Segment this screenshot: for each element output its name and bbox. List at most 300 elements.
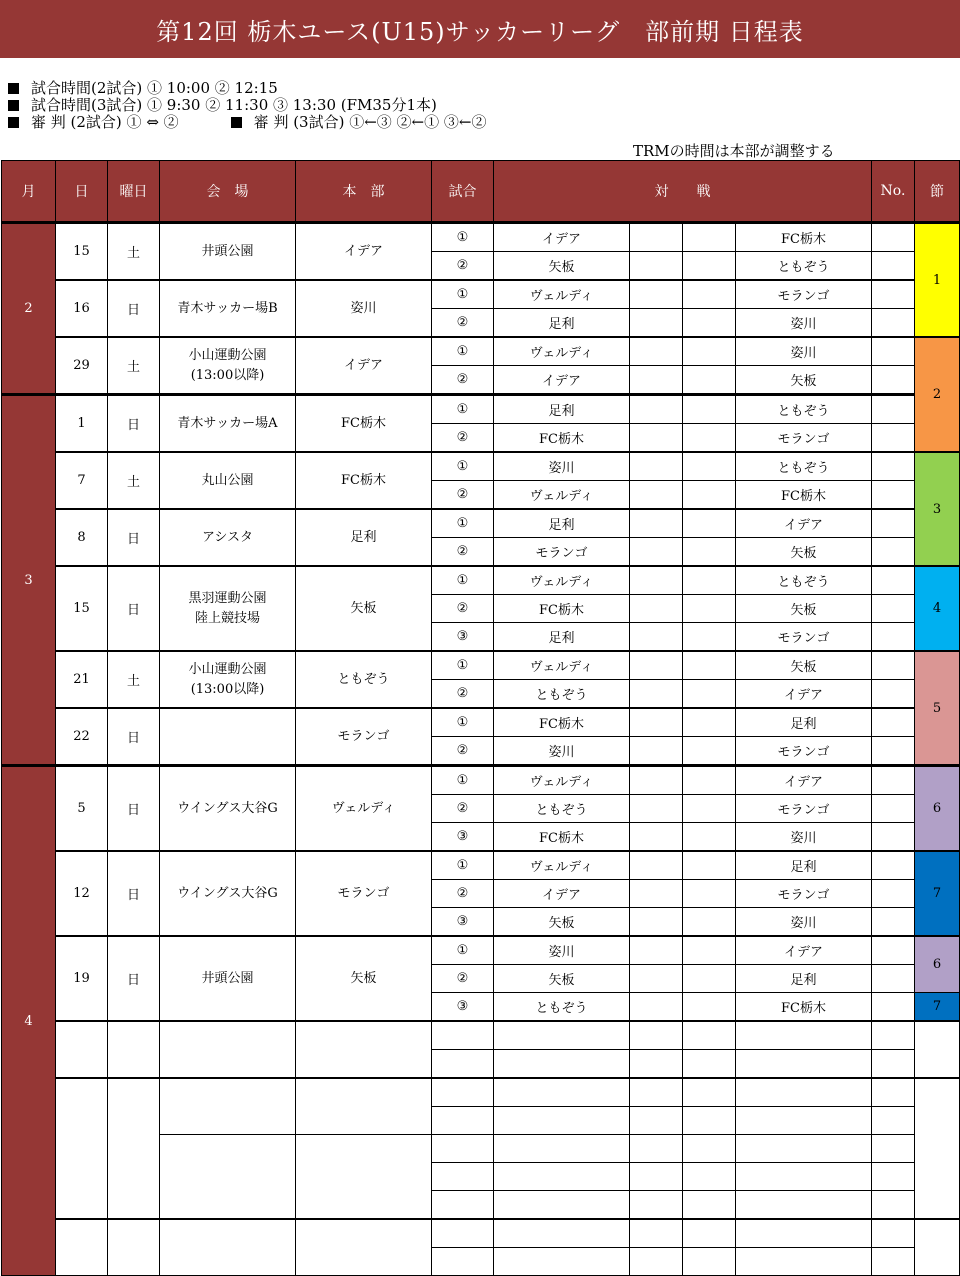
home-team: ともぞう: [494, 795, 630, 823]
away-team: ともぞう: [736, 252, 872, 281]
table-row: [2, 566, 960, 595]
score-cell: [630, 851, 683, 880]
empty-cell: [494, 1107, 630, 1135]
header-month: 月: [2, 161, 56, 223]
empty-cell: [432, 1107, 494, 1135]
day-cell: 29: [56, 337, 108, 395]
day-cell: 15: [56, 223, 108, 281]
home-team: FC栃木: [494, 424, 630, 453]
empty-row: [2, 1219, 960, 1248]
home-team: ヴェルディ: [494, 566, 630, 595]
empty-cell: [432, 1021, 494, 1050]
score-cell: [683, 280, 736, 309]
home-team: ヴェルディ: [494, 851, 630, 880]
no-cell: [872, 623, 915, 652]
empty-cell: [683, 1021, 736, 1050]
hq-cell: FC栃木: [296, 452, 432, 509]
header-hq: 本 部: [296, 161, 432, 223]
venue-cell: [160, 337, 296, 395]
hq-cell: 矢板: [296, 566, 432, 651]
table-row: [2, 766, 960, 795]
table-row: [2, 708, 960, 737]
score-cell: [630, 452, 683, 481]
venue-cell: [160, 651, 296, 708]
score-cell: [683, 538, 736, 567]
home-team: 矢板: [494, 908, 630, 937]
header-venue: 会 場: [160, 161, 296, 223]
match-number: ②: [432, 965, 494, 993]
score-cell: [630, 680, 683, 709]
empty-cell: [683, 1191, 736, 1220]
table-row: [2, 651, 960, 680]
weekday-cell: 日: [108, 280, 160, 337]
no-cell: [872, 823, 915, 852]
empty-cell: [108, 1021, 160, 1078]
match-number: ③: [432, 623, 494, 652]
match-number: ①: [432, 851, 494, 880]
no-cell: [872, 309, 915, 338]
empty-cell: [736, 1135, 872, 1163]
score-cell: [683, 936, 736, 965]
empty-cell: [872, 1219, 915, 1248]
away-team: モランゴ: [736, 880, 872, 908]
score-cell: [683, 993, 736, 1022]
score-cell: [683, 481, 736, 510]
empty-cell: [494, 1135, 630, 1163]
no-cell: [872, 395, 915, 424]
score-cell: [683, 366, 736, 395]
away-team: 矢板: [736, 538, 872, 567]
score-cell: [630, 766, 683, 795]
empty-cell: [630, 1219, 683, 1248]
home-team: イデア: [494, 366, 630, 395]
info-line-2: 試合時間(3試合) ① 9:30 ② 11:30 ③ 13:30 (FM35分1本): [31, 96, 437, 114]
score-cell: [683, 908, 736, 937]
empty-cell: [494, 1219, 630, 1248]
score-cell: [683, 823, 736, 852]
score-cell: [630, 538, 683, 567]
empty-cell: [683, 1248, 736, 1276]
hq-cell: イデア: [296, 337, 432, 395]
score-cell: [630, 509, 683, 538]
month-cell: 3: [2, 395, 56, 766]
match-number: ③: [432, 823, 494, 852]
match-number: ①: [432, 395, 494, 424]
away-team: FC栃木: [736, 223, 872, 252]
venue-line-1: 小山運動公園: [188, 661, 267, 677]
empty-cell: [683, 1078, 736, 1107]
empty-cell: [736, 1163, 872, 1191]
score-cell: [630, 595, 683, 623]
empty-cell: [872, 1078, 915, 1107]
no-cell: [872, 452, 915, 481]
match-number: ③: [432, 908, 494, 937]
header-section: 節: [915, 161, 960, 223]
home-team: ヴェルディ: [494, 766, 630, 795]
score-cell: [683, 424, 736, 453]
weekday-cell: 日: [108, 851, 160, 936]
home-team: モランゴ: [494, 538, 630, 567]
match-number: ①: [432, 708, 494, 737]
day-cell: 8: [56, 509, 108, 566]
empty-cell: [683, 1135, 736, 1163]
day-cell: 16: [56, 280, 108, 337]
home-team: 足利: [494, 309, 630, 338]
score-cell: [630, 337, 683, 366]
info-line-1: 試合時間(2試合) ① 10:00 ② 12:15: [31, 79, 278, 97]
match-number: ①: [432, 936, 494, 965]
no-cell: [872, 680, 915, 709]
score-cell: [630, 309, 683, 338]
score-cell: [630, 795, 683, 823]
empty-cell: [736, 1021, 872, 1050]
square-bullet-icon: [8, 100, 19, 111]
empty-cell: [915, 1219, 960, 1276]
empty-cell: [160, 1078, 296, 1135]
venue-cell: 青木サッカー場B: [160, 280, 296, 337]
day-cell: 12: [56, 851, 108, 936]
away-team: 足利: [736, 965, 872, 993]
score-cell: [630, 223, 683, 252]
table-row: [2, 223, 960, 252]
section-cell: 6: [915, 936, 960, 993]
score-cell: [683, 395, 736, 424]
empty-cell: [494, 1163, 630, 1191]
match-number: ②: [432, 538, 494, 567]
score-cell: [630, 936, 683, 965]
score-cell: [630, 366, 683, 395]
weekday-cell: 日: [108, 395, 160, 453]
match-number: ①: [432, 280, 494, 309]
venue-line-1: 小山運動公園: [188, 347, 267, 363]
score-cell: [630, 651, 683, 680]
score-cell: [630, 566, 683, 595]
score-cell: [683, 252, 736, 281]
header-versus: 対 戦: [494, 161, 872, 223]
venue-line-1: 黒羽運動公園: [188, 590, 267, 606]
no-cell: [872, 851, 915, 880]
empty-cell: [432, 1248, 494, 1276]
empty-cell: [160, 1219, 296, 1276]
match-number: ②: [432, 795, 494, 823]
score-cell: [630, 708, 683, 737]
empty-cell: [494, 1078, 630, 1107]
match-number: ②: [432, 737, 494, 766]
score-cell: [683, 223, 736, 252]
no-cell: [872, 595, 915, 623]
empty-cell: [872, 1135, 915, 1163]
score-cell: [630, 252, 683, 281]
empty-cell: [683, 1219, 736, 1248]
venue-cell: [160, 708, 296, 766]
match-number: ②: [432, 880, 494, 908]
no-cell: [872, 708, 915, 737]
table-row: [2, 936, 960, 965]
score-cell: [630, 737, 683, 766]
table-row: [2, 452, 960, 481]
away-team: 足利: [736, 708, 872, 737]
away-team: モランゴ: [736, 280, 872, 309]
score-cell: [683, 880, 736, 908]
weekday-cell: 土: [108, 651, 160, 708]
empty-cell: [872, 1050, 915, 1079]
home-team: FC栃木: [494, 595, 630, 623]
hq-cell: 姿川: [296, 280, 432, 337]
home-team: ともぞう: [494, 993, 630, 1022]
day-cell: 22: [56, 708, 108, 766]
empty-cell: [683, 1050, 736, 1079]
home-team: イデア: [494, 880, 630, 908]
empty-cell: [736, 1219, 872, 1248]
no-cell: [872, 993, 915, 1022]
home-team: ともぞう: [494, 680, 630, 709]
hq-cell: ともぞう: [296, 651, 432, 708]
away-team: モランゴ: [736, 737, 872, 766]
day-cell: 1: [56, 395, 108, 453]
empty-cell: [56, 1021, 108, 1078]
venue-cell: 青木サッカー場A: [160, 395, 296, 453]
empty-cell: [872, 1191, 915, 1220]
header-day: 日: [56, 161, 108, 223]
empty-cell: [432, 1191, 494, 1220]
no-cell: [872, 795, 915, 823]
match-number: ②: [432, 595, 494, 623]
score-cell: [630, 965, 683, 993]
empty-cell: [630, 1078, 683, 1107]
empty-cell: [296, 1078, 432, 1135]
score-cell: [683, 766, 736, 795]
away-team: 姿川: [736, 337, 872, 366]
away-team: 姿川: [736, 908, 872, 937]
match-number: ②: [432, 424, 494, 453]
info-match-time-3: [8, 97, 437, 114]
weekday-cell: 土: [108, 452, 160, 509]
away-team: ともぞう: [736, 395, 872, 424]
venue-cell: ウイングス大谷G: [160, 766, 296, 852]
info-referee: [8, 114, 486, 131]
score-cell: [683, 965, 736, 993]
empty-cell: [872, 1107, 915, 1135]
empty-cell: [736, 1107, 872, 1135]
weekday-cell: 土: [108, 223, 160, 281]
home-team: FC栃木: [494, 708, 630, 737]
match-number: ①: [432, 337, 494, 366]
no-cell: [872, 337, 915, 366]
day-cell: 19: [56, 936, 108, 1021]
away-team: モランゴ: [736, 623, 872, 652]
venue-cell: アシスタ: [160, 509, 296, 566]
score-cell: [683, 623, 736, 652]
home-team: 足利: [494, 509, 630, 538]
home-team: 姿川: [494, 936, 630, 965]
home-team: 矢板: [494, 252, 630, 281]
away-team: ともぞう: [736, 566, 872, 595]
weekday-cell: 土: [108, 337, 160, 395]
no-cell: [872, 424, 915, 453]
section-cell: 6: [915, 766, 960, 852]
home-team: 足利: [494, 623, 630, 652]
empty-cell: [432, 1163, 494, 1191]
empty-cell: [872, 1163, 915, 1191]
score-cell: [683, 566, 736, 595]
info-line-3a: 審 判 (2試合) ① ⇔ ②: [31, 113, 179, 131]
section-cell: 4: [915, 566, 960, 651]
no-cell: [872, 223, 915, 252]
no-cell: [872, 936, 915, 965]
empty-cell: [494, 1021, 630, 1050]
no-cell: [872, 908, 915, 937]
venue-line-2: 陸上競技場: [194, 610, 260, 626]
table-row: [2, 337, 960, 366]
venue-line-2: (13:00以降): [190, 367, 265, 383]
empty-cell: [736, 1191, 872, 1220]
away-team: 足利: [736, 851, 872, 880]
empty-cell: [108, 1219, 160, 1276]
square-bullet-icon: [231, 117, 242, 128]
no-cell: [872, 880, 915, 908]
empty-cell: [630, 1050, 683, 1079]
match-number: ①: [432, 651, 494, 680]
weekday-cell: 日: [108, 766, 160, 852]
away-team: モランゴ: [736, 424, 872, 453]
empty-cell: [296, 1135, 432, 1220]
away-team: FC栃木: [736, 993, 872, 1022]
header-no: No.: [872, 161, 915, 223]
away-team: イデア: [736, 766, 872, 795]
section-cell: 7: [915, 851, 960, 936]
no-cell: [872, 766, 915, 795]
venue-cell: ウイングス大谷G: [160, 851, 296, 936]
venue-cell: 井頭公園: [160, 223, 296, 281]
score-cell: [683, 651, 736, 680]
empty-cell: [56, 1219, 108, 1276]
empty-row: [2, 1021, 960, 1050]
match-number: ③: [432, 993, 494, 1022]
empty-cell: [872, 1248, 915, 1276]
no-cell: [872, 651, 915, 680]
day-cell: 7: [56, 452, 108, 509]
table-row: [2, 395, 960, 424]
info-line-3b: 審 判 (3試合) ①←③ ②←① ③←②: [253, 113, 487, 131]
empty-cell: [56, 1078, 108, 1219]
score-cell: [630, 823, 683, 852]
away-team: ともぞう: [736, 452, 872, 481]
no-cell: [872, 737, 915, 766]
section-cell: 5: [915, 651, 960, 766]
day-cell: 15: [56, 566, 108, 651]
score-cell: [683, 337, 736, 366]
no-cell: [872, 252, 915, 281]
empty-cell: [630, 1163, 683, 1191]
home-team: ヴェルディ: [494, 337, 630, 366]
empty-cell: [915, 1021, 960, 1078]
empty-cell: [494, 1050, 630, 1079]
score-cell: [683, 452, 736, 481]
score-cell: [683, 851, 736, 880]
no-cell: [872, 366, 915, 395]
empty-row: [2, 1078, 960, 1107]
away-team: 矢板: [736, 595, 872, 623]
no-cell: [872, 566, 915, 595]
trm-note: TRMの時間は本部が調整する: [633, 142, 835, 160]
score-cell: [683, 795, 736, 823]
empty-cell: [736, 1078, 872, 1107]
hq-cell: 矢板: [296, 936, 432, 1021]
match-number: ①: [432, 223, 494, 252]
empty-cell: [160, 1021, 296, 1078]
empty-cell: [432, 1078, 494, 1107]
match-number: ②: [432, 366, 494, 395]
hq-cell: 足利: [296, 509, 432, 566]
match-number: ①: [432, 766, 494, 795]
page-title: 第12回 栃木ユース(U15)サッカーリーグ 部前期 日程表: [0, 0, 960, 58]
square-bullet-icon: [8, 117, 19, 128]
header-match: 試合: [432, 161, 494, 223]
venue-cell: 丸山公園: [160, 452, 296, 509]
empty-cell: [432, 1050, 494, 1079]
home-team: 矢板: [494, 965, 630, 993]
section-cell: 2: [915, 337, 960, 452]
score-cell: [683, 309, 736, 338]
empty-cell: [683, 1163, 736, 1191]
empty-cell: [494, 1191, 630, 1220]
section-cell: 7: [915, 993, 960, 1022]
match-number: ②: [432, 481, 494, 510]
away-team: 矢板: [736, 366, 872, 395]
score-cell: [630, 880, 683, 908]
venue-cell: 井頭公園: [160, 936, 296, 1021]
match-number: ①: [432, 566, 494, 595]
section-cell: 3: [915, 452, 960, 566]
home-team: 足利: [494, 395, 630, 424]
empty-cell: [630, 1107, 683, 1135]
home-team: FC栃木: [494, 823, 630, 852]
empty-cell: [432, 1135, 494, 1163]
score-cell: [630, 993, 683, 1022]
empty-cell: [915, 1078, 960, 1219]
empty-cell: [736, 1248, 872, 1276]
away-team: イデア: [736, 680, 872, 709]
empty-cell: [160, 1135, 296, 1220]
empty-cell: [630, 1248, 683, 1276]
empty-cell: [630, 1135, 683, 1163]
empty-cell: [296, 1219, 432, 1276]
match-number: ①: [432, 509, 494, 538]
score-cell: [683, 595, 736, 623]
weekday-cell: 日: [108, 936, 160, 1021]
table-row: [2, 851, 960, 880]
away-team: イデア: [736, 509, 872, 538]
info-match-time-2: [8, 80, 278, 97]
away-team: 姿川: [736, 309, 872, 338]
home-team: 姿川: [494, 737, 630, 766]
day-cell: 21: [56, 651, 108, 708]
score-cell: [630, 424, 683, 453]
weekday-cell: 日: [108, 509, 160, 566]
no-cell: [872, 509, 915, 538]
home-team: ヴェルディ: [494, 280, 630, 309]
hq-cell: イデア: [296, 223, 432, 281]
empty-cell: [108, 1078, 160, 1219]
match-number: ②: [432, 680, 494, 709]
away-team: 矢板: [736, 651, 872, 680]
day-cell: 5: [56, 766, 108, 852]
no-cell: [872, 538, 915, 567]
hq-cell: FC栃木: [296, 395, 432, 453]
away-team: FC栃木: [736, 481, 872, 510]
score-cell: [630, 623, 683, 652]
weekday-cell: 日: [108, 708, 160, 766]
